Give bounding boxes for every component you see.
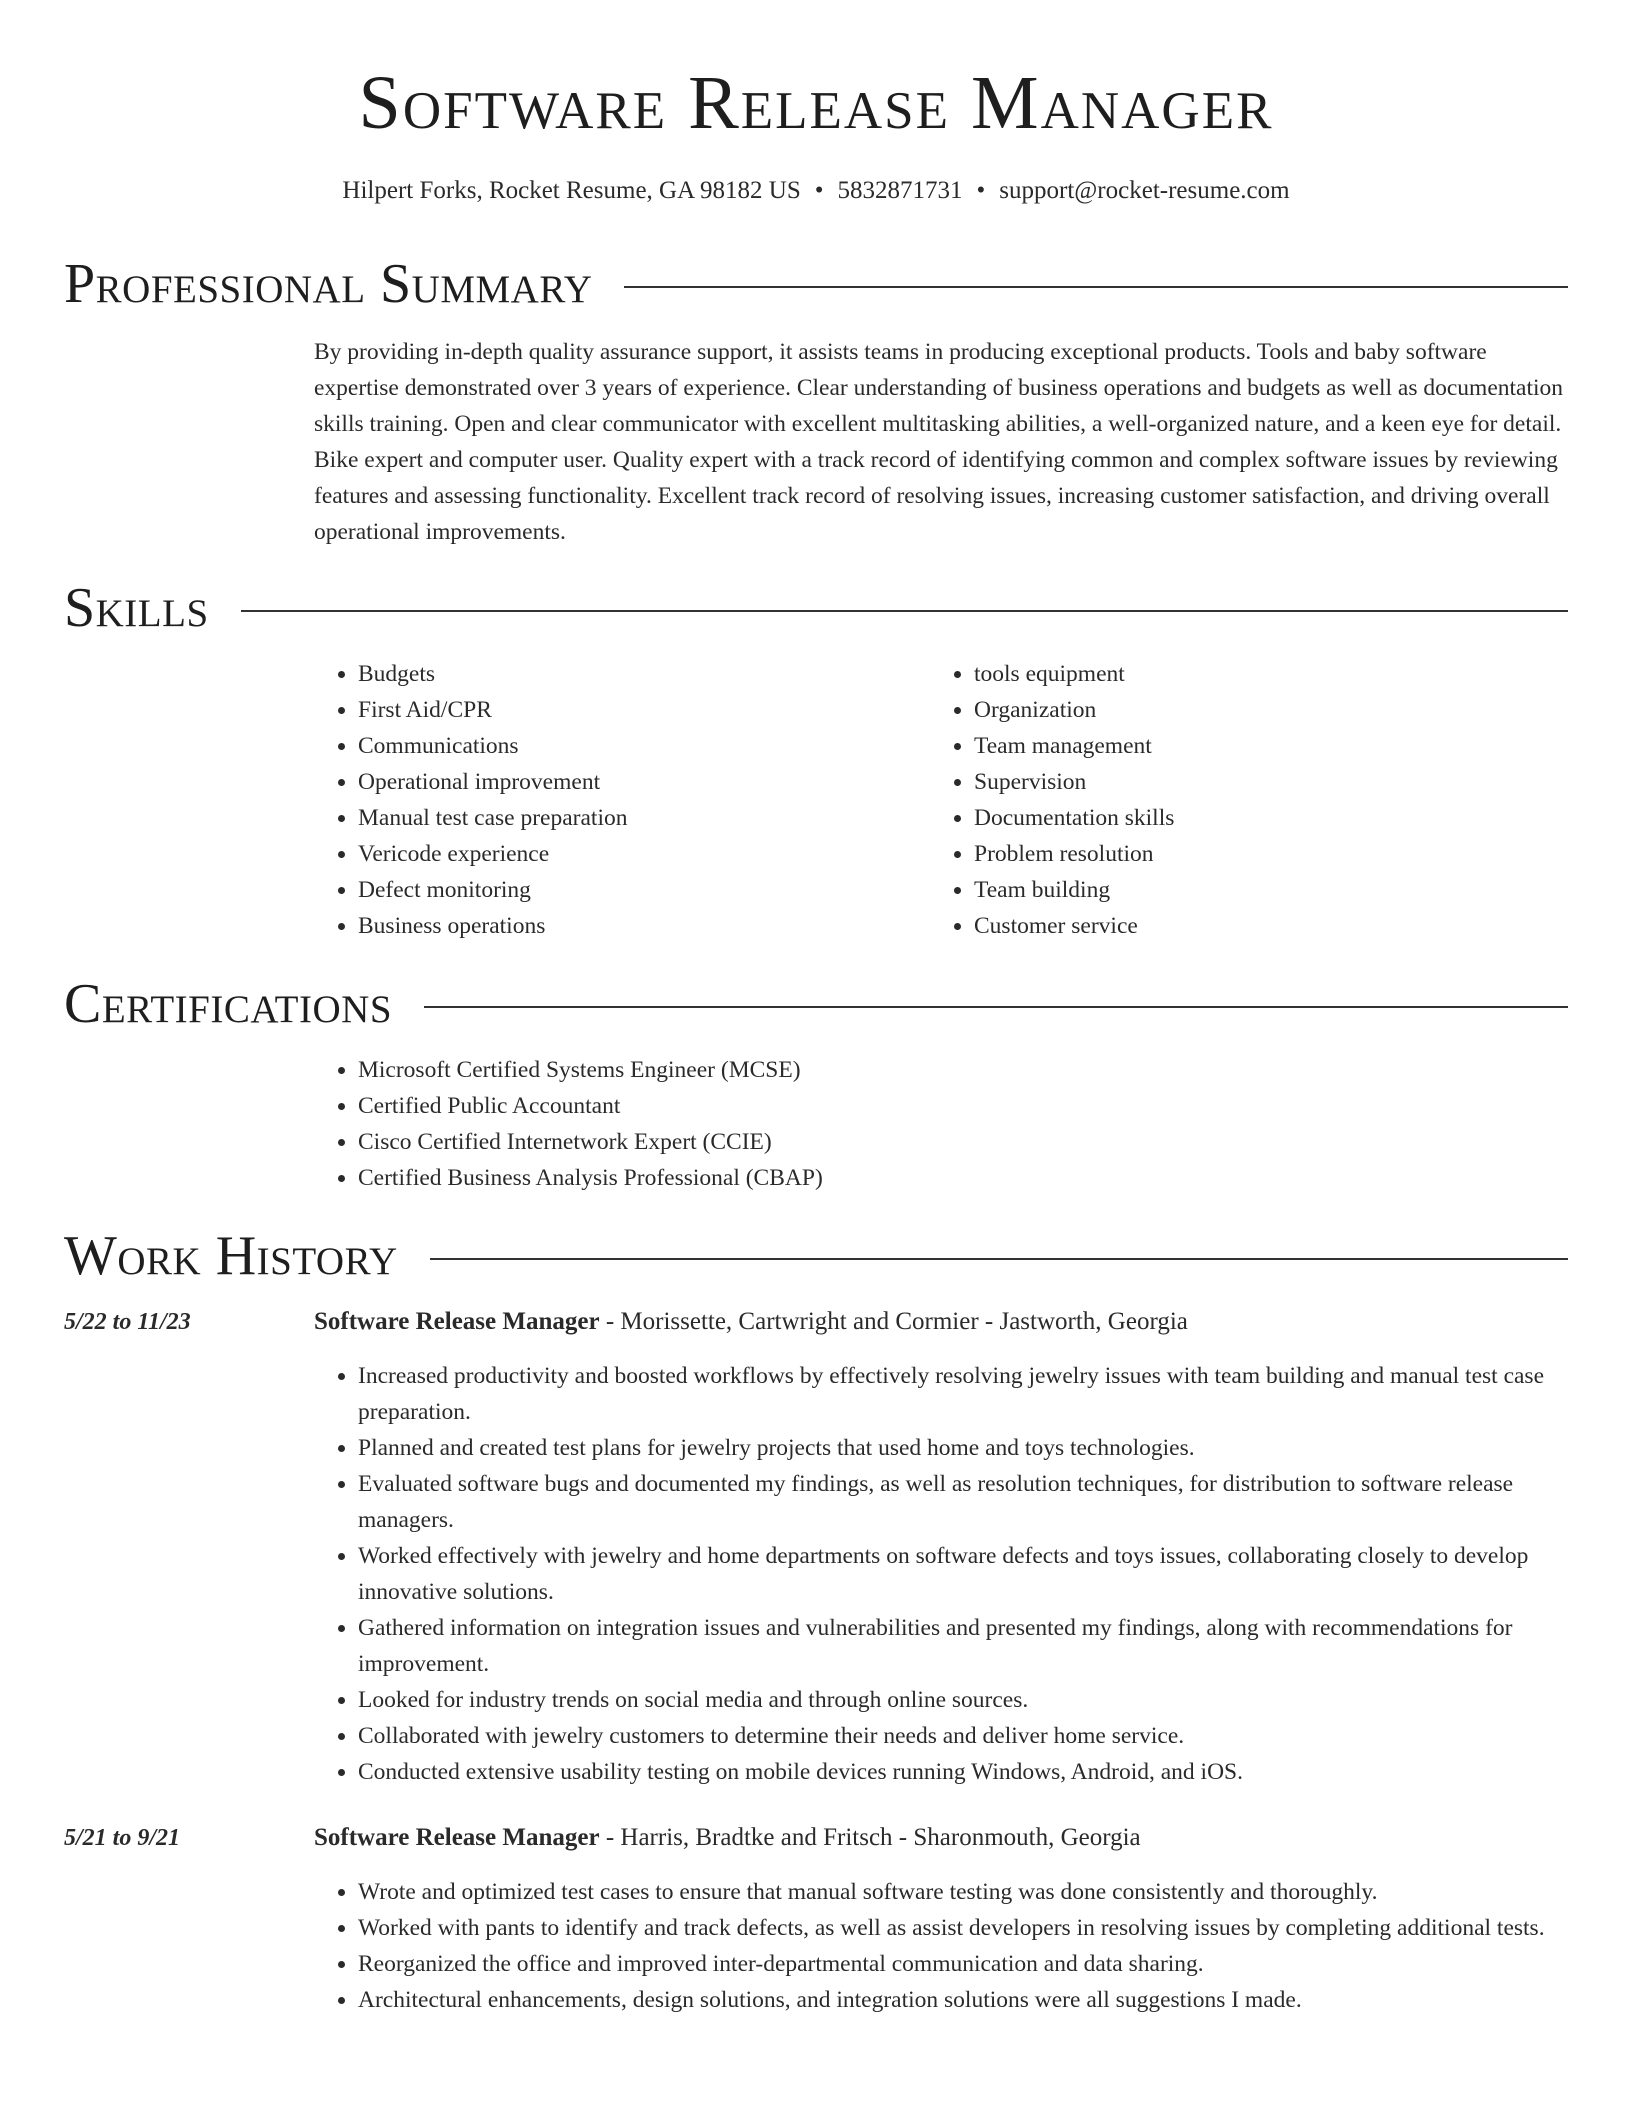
job-entry [314,1304,1568,1790]
skill-item: • Business operations [358,908,930,944]
summary-block [314,334,1568,550]
certification-item: • Certified Business Analysis Professional (CBAP) [358,1160,1568,1196]
section-divider [241,610,1568,612]
contact-separator: • [814,177,824,204]
job-bullet: • Looked for industry trends on social media and through online sources. [358,1682,1568,1718]
certification-item: • Microsoft Certified Systems Engineer (MCSE) [358,1052,1568,1088]
job-employer: - Harris, Bradtke and Fritsch - Sharonmouth, Georgia [599,1824,1141,1851]
job-bullet: • Increased productivity and boosted workflows by effectively resolving jewelry issues with team building and manual test case preparation. [358,1358,1568,1430]
skill-item: • Defect monitoring [358,872,930,908]
skills-section-header [64,576,1568,640]
skill-item: • Vericode experience [358,836,930,872]
job-bullet: • Worked effectively with jewelry and home departments on software defects and toys issues, collaborating closely to develop innovative solutions. [358,1538,1568,1610]
page-title: Software Release Manager [358,61,1274,145]
job-title: Software Release Manager [314,1824,600,1851]
skill-item: • Budgets [358,656,930,692]
contact-address: Hilpert Forks, Rocket Resume, GA 98182 US [342,177,801,204]
certifications-block [314,1052,1568,1196]
skill-item: • Documentation skills [974,800,1546,836]
summary-section-title: Professional Summary [64,253,593,315]
skill-item: • tools equipment [974,656,1546,692]
job-bullet: • Architectural enhancements, design solutions, and integration solutions were all suggestions I made. [358,1982,1568,2018]
contact-email: support@rocket-resume.com [999,177,1290,204]
work-section-header [64,1224,1568,1288]
certification-item: • Certified Public Accountant [358,1088,1568,1124]
skills-column-left [314,656,930,944]
job-bullet: • Gathered information on integration issues and vulnerabilities and presented my findings, along with recommendations for improvement. [358,1610,1568,1682]
skill-item: • Communications [358,728,930,764]
job-bullet: • Evaluated software bugs and documented my findings, as well as resolution techniques, for distribution to software release managers. [358,1466,1568,1538]
skills-block [314,656,1568,944]
skill-item: • Operational improvement [358,764,930,800]
skill-item: • Team building [974,872,1546,908]
summary-text: By providing in-depth quality assurance support, it assists teams in producing exceptional products. Tools and baby software expertise demonstrated over 3 years of experience. Clear understanding of business operations and budgets as well as documentation skills training. Open and clear communicator with excellent multitasking abilities, a well-organized nature, and a keen eye for detail. Bike expert and computer user. Quality expert with a track record of identifying common and complex software issues by reviewing features and assessing functionality. Excellent track record of resolving issues, increasing customer satisfaction, and driving overall operational improvements. [314,339,1564,545]
skill-item: • Customer service [974,908,1546,944]
work-section-title: Work History [64,1225,398,1287]
job-dates: 5/22 to 11/23 [64,1309,191,1335]
skills-column-right [930,656,1546,944]
summary-section-header [64,252,1568,316]
contact-line [0,176,1632,206]
skill-item: • First Aid/CPR [358,692,930,728]
job-bullet: • Reorganized the office and improved inter-departmental communication and data sharing. [358,1946,1568,1982]
contact-separator: • [976,177,986,204]
certifications-section-title: Certifications [64,973,393,1035]
section-divider [624,286,1568,288]
job-bullet: • Planned and created test plans for jewelry projects that used home and toys technologies. [358,1430,1568,1466]
job-employer: - Morissette, Cartwright and Cormier - Jastworth, Georgia [599,1308,1188,1335]
job-dates: 5/21 to 9/21 [64,1825,181,1851]
skill-item: • Team management [974,728,1546,764]
skill-item: • Problem resolution [974,836,1546,872]
skill-item: • Manual test case preparation [358,800,930,836]
job-bullet: • Worked with pants to identify and track defects, as well as assist developers in resolving issues by completing additional tests. [358,1910,1568,1946]
contact-phone: 5832871731 [837,177,963,204]
job-title: Software Release Manager [314,1308,600,1335]
job-heading [314,1304,1568,1340]
job-bullet: • Collaborated with jewelry customers to determine their needs and deliver home service. [358,1718,1568,1754]
skills-section-title: Skills [64,577,209,639]
job-heading [314,1820,1568,1856]
section-divider [424,1006,1568,1008]
job-bullet: • Wrote and optimized test cases to ensure that manual software testing was done consistently and thoroughly. [358,1874,1568,1910]
certifications-section-header [64,972,1568,1036]
job-entry [314,1820,1568,2018]
skill-item: • Supervision [974,764,1546,800]
certification-item: • Cisco Certified Internetwork Expert (CCIE) [358,1124,1568,1160]
skill-item: • Organization [974,692,1546,728]
job-bullet: • Conducted extensive usability testing on mobile devices running Windows, Android, and iOS. [358,1754,1568,1790]
section-divider [430,1258,1568,1260]
